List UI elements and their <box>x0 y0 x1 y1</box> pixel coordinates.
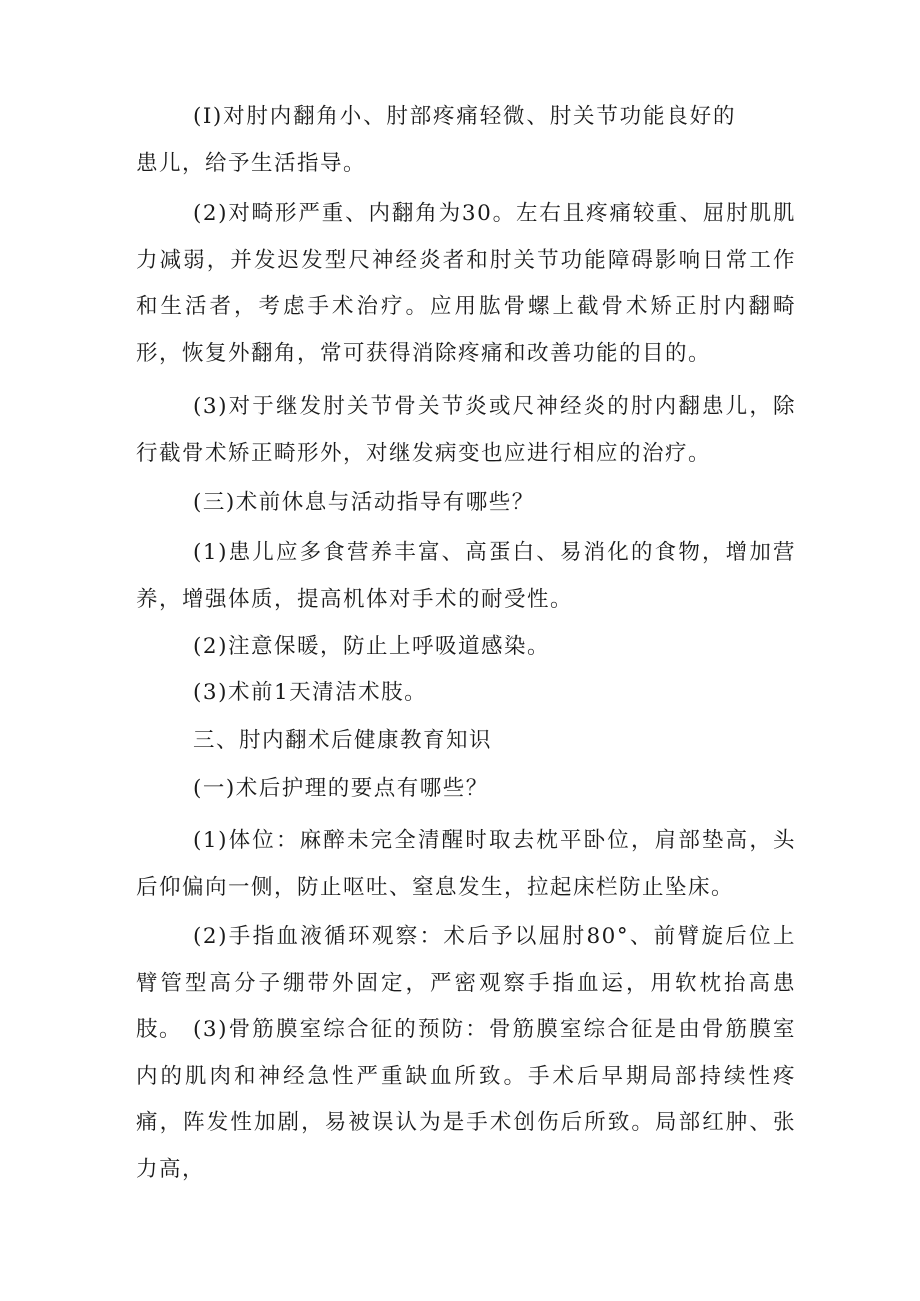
section-heading-postop-education: 三、肘内翻术后健康教育知识 <box>193 728 493 753</box>
paragraph-mild-case-guidance: (I)对肘内翻角小、肘部疼痛轻微、肘关节功能良好的患儿，给予生活指导。 <box>136 104 736 176</box>
subsection-heading-postop-care: (一)术后护理的要点有哪些？ <box>193 776 489 801</box>
paragraph-preop-nutrition: (1)患儿应多食营养丰富、高蛋白、易消化的食物，增加营养，增强体质，提高机体对手术的耐受性。 <box>136 540 796 612</box>
paragraph-finger-circulation: (2)手指血液循环观察：术后予以屈肘80°、前臂旋后位上臂管型高分子绷带外固定，严密观察手指血运，用软枕抬高患肢。 <box>136 924 796 1042</box>
paragraph-preop-clean-limb: (3)术前1天清洁术肢。 <box>193 680 428 705</box>
paragraph-secondary-lesions: (3)对于继发肘关节骨关节炎或尺神经炎的肘内翻患儿，除行截骨术矫正畸形外，对继发病变也应进行相应的治疗。 <box>136 394 796 466</box>
paragraph-preop-keep-warm: (2)注意保暖，防止上呼吸道感染。 <box>193 634 550 659</box>
section-heading-preop-guidance: (三)术前休息与活动指导有哪些？ <box>193 490 535 515</box>
paragraph-compartment-syndrome: (3)骨筋膜室综合征的预防：骨筋膜室综合征是由骨筋膜室内的肌肉和神经急性严重缺血所致。手术后早期局部持续性疼痛，阵发性加剧，易被误认为是手术创伤后所致。局部红肿、张力高， <box>136 1017 796 1182</box>
paragraph-surgical-indication: (2)对畸形严重、内翻角为30。左右且疼痛较重、屈肘肌肌力减弱，并发迟发型尺神经炎者和肘关节功能障碍影响日常工作和生活者，考虑手术治疗。应用肱骨螺上截骨术矫正肘内翻畸形，恢复外翻角，常可获得消除疼痛和改善功能的目的。 <box>136 201 796 366</box>
paragraph-postop-position: (1)体位：麻醉未完全清醒时取去枕平卧位，肩部垫高，头后仰偏向一侧，防止呕吐、窒息发生，拉起床栏防止坠床。 <box>136 828 796 900</box>
